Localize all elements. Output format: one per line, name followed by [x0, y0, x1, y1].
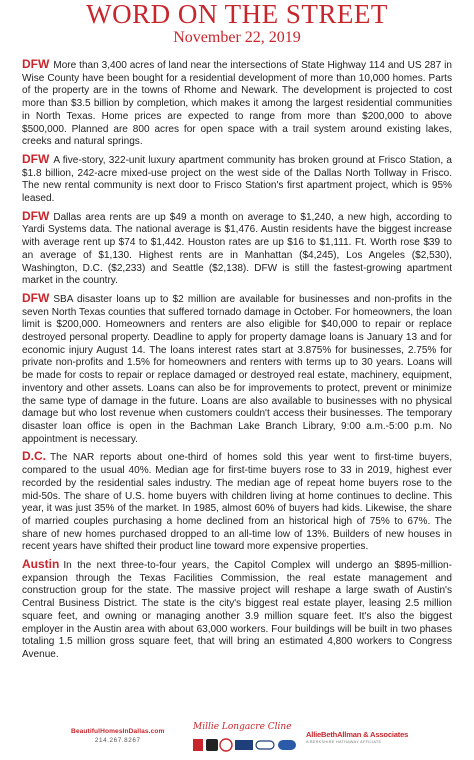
- story-item: [22, 153, 452, 206]
- story-location-tag: DFW: [22, 290, 50, 305]
- story-item: [22, 292, 452, 446]
- award-badge-icon: [193, 739, 203, 751]
- page-title: WORD ON THE STREET: [86, 0, 388, 29]
- luxury-logo-icon: [235, 740, 253, 750]
- story-location-tag: DFW: [22, 208, 50, 223]
- footer: [0, 722, 474, 758]
- network-logo-icon: [256, 741, 274, 749]
- global-logo-icon: [278, 740, 296, 750]
- story-text: A five-story, 322-unit luxury apartment community has broken ground at Frisco Station, a $1.8 billion, 242-acre mixed-use project on the west side of the Dallas North Tollway in Frisco. The new rental community is next door to Frisco Station's first apartment project, which is 95% leased.: [22, 154, 452, 205]
- brokerage-affiliation: A BERKSHIRE HATHAWAY AFFILIATE: [306, 740, 382, 744]
- brokerage-brand: [306, 730, 408, 744]
- partner-logo-row-icon: [192, 736, 298, 754]
- association-logo-icon: [206, 739, 218, 751]
- story-text: The NAR reports about one-third of homes sold this year went to first-time buyers, compared to the usual 40%. Median age for first-time buyers rose to 33 in 2019, highest ever recorded by the residential sales industry. The median age of repeat home buyers rose to the mid-50s. The share of U.S. home buyers with children living at home continues to decline. This year, it was just 35% of the market. In 1985, almost 60% of buyers had kids. Likewise, the share of married couples purchasing a home declined from an historical high of 75% to 67%. The share of new homes purchased dropped to an all-time low of 13%. Builders of new houses in recent years have shifted their product line toward more expensive properties.: [22, 452, 452, 553]
- story-text: SBA disaster loans up to $2 million are available for businesses and non-profits in the seven North Texas counties that suffered tornado damage in October. For homeowners, the loan limit is $200,000. Homeowners and renters are also eligible for $40,000 to repair or replace destroyed personal property. Deadline to apply for property damage loans is January 13 and for economic injury August 14. The loans interest rates start at 3.875% for businesses, 2.75% for private non-profits and 1.5% for homeowners and renters with terms up to 30 years. Loans will be made for costs to repair or replace damaged or destroyed real estate, machinery, equipment, inventory and other assets. Loans can also be for improvements to protect, prevent or minimize the same type of damage in the future. Loans are also available to businesses with no physical damage but who lost revenue when customers couldn't access their businesses. The temporary disaster loan office is open in the Bachman Lake Branch Library, 9:00 a.m.-5:00 p.m. No appointment is necessary.: [22, 293, 452, 445]
- story-text: More than 3,400 acres of land near the intersections of State Highway 114 and US 287 in Wise County have been bought for a residential development of more than 10,000 homes. Parts of the property are in the towns of Rhome and Newark. The development is projected to cost more than $3.5 billion by completion, which makes it among the largest residential communities in North Texas. Home prices are expected to range from more than $200,000 to above $500,000. Planned are 800 acres for open space with a trail system around existing lakes, creeks and natural springs.: [22, 60, 452, 148]
- story-item: [22, 450, 452, 554]
- website-link[interactable]: BeautifulHomesInDallas.com: [71, 728, 165, 735]
- agent-signature: Millie Longacre Cline: [193, 722, 292, 732]
- partner-logos: [192, 736, 298, 754]
- story-location-tag: DFW: [22, 57, 50, 71]
- story-item: [22, 558, 452, 662]
- brokerage-name: AllieBethAllman & Associates: [306, 730, 409, 739]
- story-list: [22, 58, 452, 662]
- story-item: [22, 58, 452, 149]
- story-text: In the next three-to-four years, the Capitol Complex will undergo an $895-million-expansion through the Texas Facilities Commission, the real estate management and construction group for the state. The massive project will reshape a large swath of Austin's Central Business District. The state is the city's biggest real estate player, leasing 2.5 million square feet, and owning or managing another 3.9 million square feet. It's also the biggest employer in the Austin area with about 63,000 workers. Four buildings will be built in two phases totaling 1.5 million gross square feet, that will bring an estimated 4,800 workers to Congress Avenue.: [22, 560, 452, 660]
- issue-date: November 22, 2019: [173, 29, 301, 46]
- masthead: [22, 0, 452, 48]
- seal-logo-icon: [220, 739, 232, 751]
- agent-contact: [71, 728, 164, 744]
- story-location-tag: Austin: [22, 557, 60, 572]
- phone-number: 214.267.8267: [94, 737, 141, 744]
- story-location-tag: DFW: [22, 151, 50, 166]
- story-location-tag: D.C.: [22, 449, 46, 464]
- story-text: Dallas area rents are up $49 a month on average to $1,240, a new high, according to Yardi Systems data. The national average is $1,476. Austin residents have the biggest increase with average rent up $74 to $1,442. Houston rates are up $16 to $1,111. Ft. Worth rose $39 to an average of $1,130. Highest rents are in Manhattan ($4,245), Los Angeles ($2,530), Washington, D.C. ($2,233) and Seattle ($2,138). DFW is still the fastest-growing apartment market in the country.: [22, 211, 452, 287]
- story-item: [22, 210, 452, 288]
